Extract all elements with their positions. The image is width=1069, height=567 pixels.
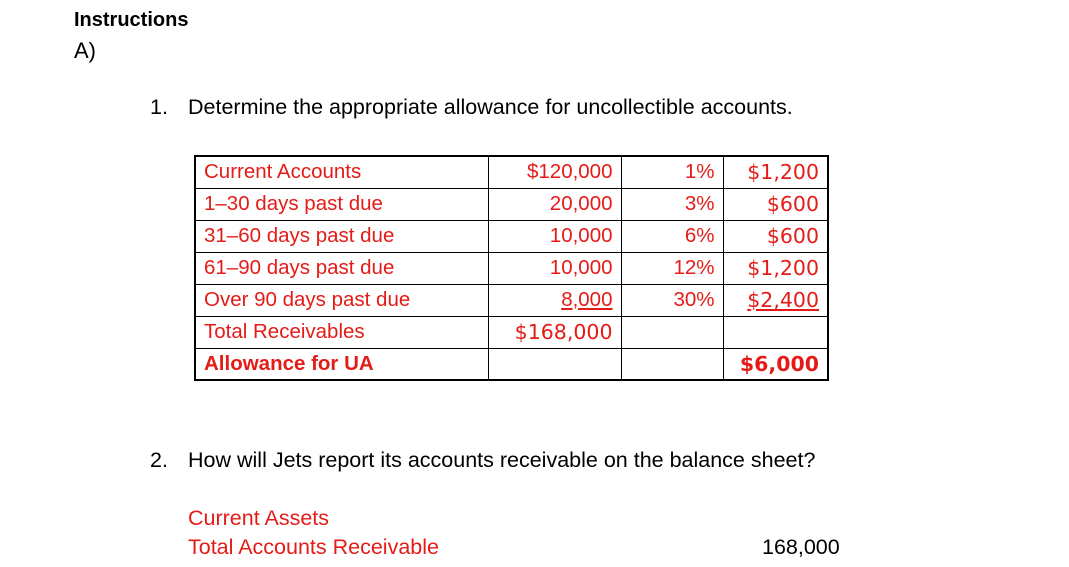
question-2 <box>150 448 815 473</box>
answer-heading: Current Assets <box>188 506 329 530</box>
row-label: Current Accounts <box>195 156 488 188</box>
row-allowance: $1,200 <box>723 252 828 284</box>
table-row <box>195 188 828 220</box>
row-amount: $168,000 <box>488 316 621 348</box>
row-allowance: $600 <box>723 220 828 252</box>
row-label: Allowance for UA <box>195 348 488 380</box>
aging-schedule-table <box>194 155 829 381</box>
section-label: A) <box>74 38 96 63</box>
row-rate <box>621 348 723 380</box>
table-row <box>195 348 828 380</box>
row-label: 61–90 days past due <box>195 252 488 284</box>
row-amount: 20,000 <box>488 188 621 220</box>
row-rate: 3% <box>621 188 723 220</box>
table-row <box>195 220 828 252</box>
row-amount-value: 8,000 <box>561 288 613 311</box>
table-row <box>195 252 828 284</box>
row-amount <box>488 348 621 380</box>
row-allowance: $1,200 <box>723 156 828 188</box>
row-rate: 6% <box>621 220 723 252</box>
question-2-number: 2. <box>150 448 168 472</box>
answer-line-label: Total Accounts Receivable <box>188 535 439 559</box>
table-row <box>195 316 828 348</box>
answer-line-value: 168,000 <box>762 535 840 559</box>
row-allowance: $600 <box>723 188 828 220</box>
table-row <box>195 284 828 316</box>
row-label: 1–30 days past due <box>195 188 488 220</box>
question-1 <box>150 95 793 120</box>
row-rate <box>621 316 723 348</box>
row-allowance <box>723 284 828 316</box>
table-row <box>195 156 828 188</box>
row-allowance <box>723 316 828 348</box>
question-1-number: 1. <box>150 95 168 119</box>
row-label: 31–60 days past due <box>195 220 488 252</box>
row-rate: 12% <box>621 252 723 284</box>
row-label: Over 90 days past due <box>195 284 488 316</box>
row-amount: 10,000 <box>488 252 621 284</box>
row-amount: $120,000 <box>488 156 621 188</box>
question-2-text: How will Jets report its accounts receivable on the balance sheet? <box>188 448 816 472</box>
question-1-text: Determine the appropriate allowance for uncollectible accounts. <box>188 95 793 119</box>
row-label: Total Receivables <box>195 316 488 348</box>
row-allowance: $6,000 <box>723 348 828 380</box>
row-amount <box>488 284 621 316</box>
row-rate: 1% <box>621 156 723 188</box>
row-allowance-value: $2,400 <box>747 288 819 312</box>
row-amount: 10,000 <box>488 220 621 252</box>
row-rate: 30% <box>621 284 723 316</box>
instructions-title: Instructions <box>74 9 189 31</box>
